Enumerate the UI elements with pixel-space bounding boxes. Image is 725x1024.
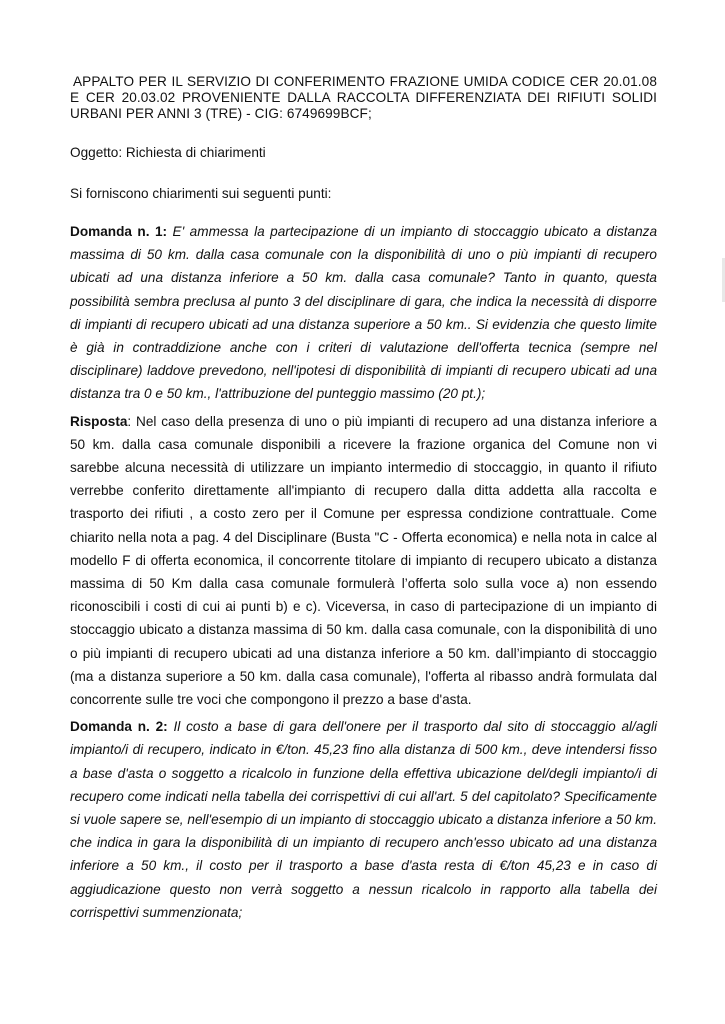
document-title bbox=[70, 74, 657, 122]
question-2-text: Il costo a base di gara dell'onere per il trasporto dal sito di stoccaggio al/agli impianto/i di recupero, indicato in €/ton. 45,23 fino alla distanza di 500 km., deve intendersi fisso a base d'asta o soggetto a ricalcolo in funzione della effettiva ubicazione del/degli impianto/i di recupero come indicati nella tabella dei corrispettivi di cui all'art. 5 del capitolato? Specificamente si vuole sapere se, nell'esempio di un impianto di stoccaggio ubicato a distanza inferiore a 50 km. che indica in gara la disponibilità di un impianto di recupero anch'esso ubicato ad una distanza inferiore a 50 km., il costo per il trasporto a base d'asta resta di €/ton 45,23 e in caso di aggiudicazione questo non verrà soggetto a nessun ricalcolo in rapporto alla tabella dei corrispettivi summenzionata; bbox=[70, 719, 657, 920]
question-1-label: Domanda n. 1: bbox=[70, 224, 168, 239]
document-page bbox=[70, 74, 657, 928]
title-text: APPALTO PER IL SERVIZIO DI CONFERIMENTO FRAZIONE UMIDA CODICE CER 20.01.08 E CER 20.03.02 PROVENIENTE DALLA RACCOLTA DIFFERENZIATA DEI RIFIUTI SOLIDI URBANI PER ANNI 3 (TRE) - CIG: 6749699BCF; bbox=[70, 74, 657, 121]
question-2 bbox=[70, 715, 657, 924]
question-1-text: E' ammessa la partecipazione di un impianto di stoccaggio ubicato a distanza massima di 50 km. dalla casa comunale con la disponibilità di uno o più impianti di recupero ubicati ad una distanza inferiore a 50 km. dalla casa comunale? Tanto in quanto, questa possibilità sembra preclusa al punto 3 del disciplinare di gara, che indica la necessità di disporre di impianti di recupero ubicati ad una distanza superiore a 50 km.. Si evidenzia che questo limite è già in contraddizione anche con i criteri di valutazione dell'offerta tecnica (sempre nel disciplinare) laddove prevedono, nell'ipotesi di disponibilità di impianti di recupero ubicati ad una distanza tra 0 e 50 km., l'attribuzione del punteggio massimo (20 pt.); bbox=[70, 224, 658, 402]
answer-1 bbox=[70, 410, 657, 712]
intro-line: Si forniscono chiarimenti sui seguenti punti: bbox=[70, 186, 332, 201]
question-2-label: Domanda n. 2: bbox=[70, 719, 168, 735]
answer-1-label: Risposta bbox=[70, 413, 128, 429]
question-1 bbox=[70, 220, 657, 406]
subject-line: Oggetto: Richiesta di chiarimenti bbox=[70, 145, 266, 160]
answer-1-text: : Nel caso della presenza di uno o più impianti di recupero ad una distanza inferiore a 50 km. dalla casa comunale disponibili a ricevere la frazione organica del Comune non vi sarebbe alcuna necessità di utilizzare un impianto intermedio di stoccaggio, in quanto il rifiuto verrebbe conferito direttamente all'impianto di recupero dalla ditta addetta alla raccolta e trasporto dei rifiuti , a costo zero per il Comune per espressa condizione contrattuale. Come chiarito nella nota a pag. 4 del Disciplinare (Busta "C - Offerta economica) e nella nota in calce al modello F di offerta economica, il concorrente titolare di impianto di recupero ubicato a distanza massima di 50 Km dalla casa comunale formulerà l’offerta solo sulla voce a) non essendo riconoscibili i costi di cui ai punti b) e c). Viceversa, in caso di partecipazione di un impianto di stoccaggio ubicato a distanza massima di 50 km. dalla casa comunale, con la disponibilità di uno o più impianti di recupero ubicati ad una distanza inferiore a 50 km. dall’impianto di stoccaggio (ma a distanza superiore a 50 km. dalla casa comunale), l'offerta al ribasso andrà formulata dal concorrente sulle tre voci che compongono il prezzo a base d'asta. bbox=[70, 413, 657, 708]
